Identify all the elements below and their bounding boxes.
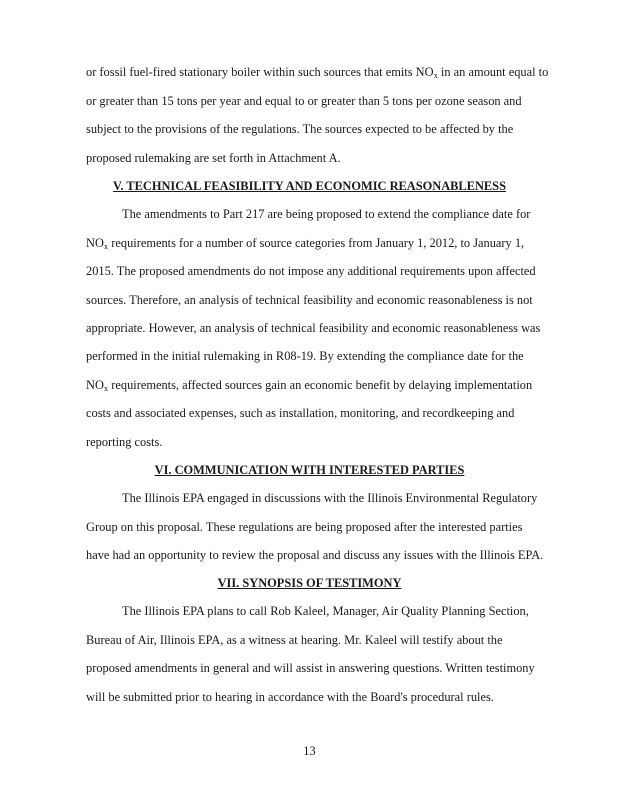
body-text-line: The amendments to Part 217 are being proposed to extend the compliance date for [122,207,531,221]
body-text-line [86,64,549,80]
body-text-line: appropriate. However, an analysis of technical feasibility and economic reasonableness was [86,321,541,335]
subscript: x [103,383,109,393]
section-heading-communication: VI. COMMUNICATION WITH INTERESTED PARTIES [154,463,465,477]
section-heading-synopsis: VII. SYNOPSIS OF TESTIMONY [217,576,402,590]
body-text-line [86,377,536,393]
body-text-line: sources. Therefore, an analysis of technical feasibility and economic reasonableness is not [86,293,533,307]
body-text-line: The Illinois EPA engaged in discussions with the Illinois Environmental Regulatory [122,491,538,505]
page-number: 13 [303,744,316,758]
body-text-line: The Illinois EPA plans to call Rob Kaleel, Manager, Air Quality Planning Section, [122,604,529,618]
text-fragment: requirements, affected sources gain an economic benefit by delaying implementation [108,378,533,392]
body-text-line: proposed rulemaking are set forth in Attachment A. [86,151,341,165]
subscript: x [103,241,109,251]
body-text-line: Bureau of Air, Illinois EPA, as a witness at hearing. Mr. Kaleel will testify about the [86,633,503,647]
text-fragment: requirements for a number of source categories from January 1, 2012, to January 1, [108,236,525,250]
text-fragment: NO [86,236,104,250]
body-text-line: subject to the provisions of the regulations. The sources expected to be affected by the [86,122,514,136]
body-text-line: 2015. The proposed amendments do not impose any additional requirements upon affected [86,264,536,278]
body-text-line: proposed amendments in general and will assist in answering questions. Written testimony [86,661,535,675]
body-text-line: have had an opportunity to review the proposal and discuss any issues with the Illinois EPA. [86,548,544,562]
subscript: x [433,70,438,80]
body-text-line: or greater than 15 tons per year and equal to or greater than 5 tons per ozone season and [86,94,522,108]
body-text-line [86,235,536,251]
text-fragment: in an amount equal to [437,65,549,79]
section-heading-technical-feasibility: V. TECHNICAL FEASIBILITY AND ECONOMIC REASONABLENESS [113,179,506,193]
text-fragment: or fossil fuel-fired stationary boiler within such sources that emits NO [86,65,434,79]
text-fragment: NO [86,378,104,392]
body-text-line: costs and associated expenses, such as installation, monitoring, and recordkeeping and [86,406,515,420]
body-text-line: performed in the initial rulemaking in R08-19. By extending the compliance date for the [86,349,524,363]
body-text-line: Group on this proposal. These regulations are being proposed after the interested parties [86,520,523,534]
body-text-line: will be submitted prior to hearing in accordance with the Board's procedural rules. [86,690,494,704]
body-text-line: reporting costs. [86,435,163,449]
